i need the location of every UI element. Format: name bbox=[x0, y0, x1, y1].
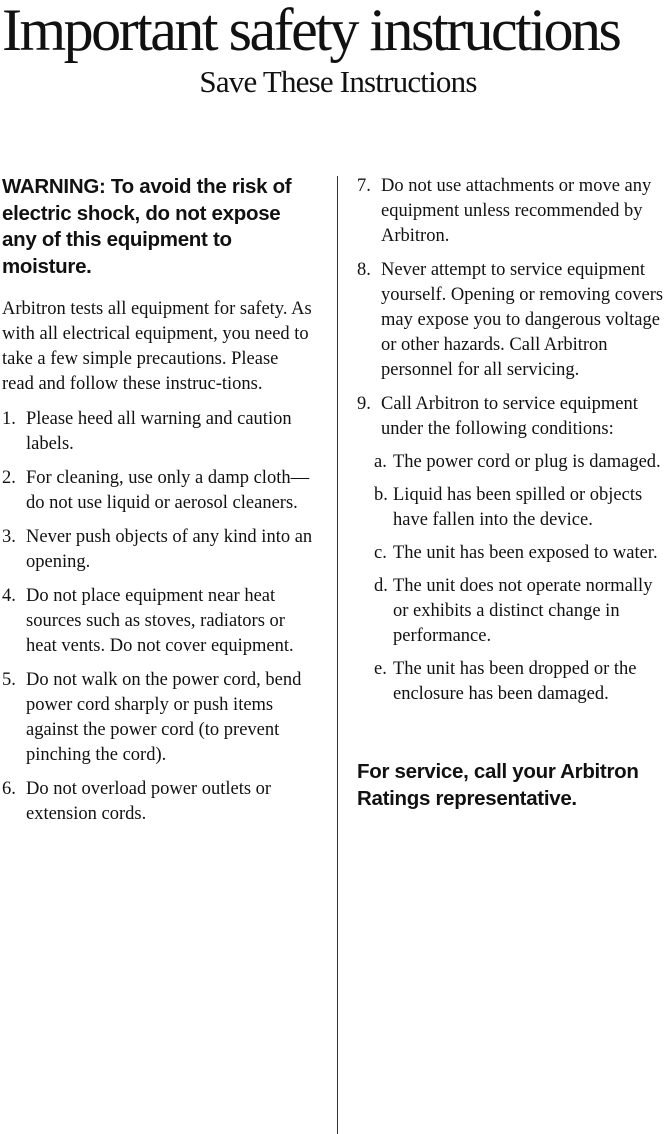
item-text: Do not walk on the power cord, bend power cord sharply or push items against the power cord (to prevent pinching the cord). bbox=[26, 670, 302, 765]
item-text: Do not overload power outlets or extension cords. bbox=[26, 779, 272, 824]
item-number: 4. bbox=[2, 586, 16, 606]
condition-text: The power cord or plug is damaged. bbox=[393, 452, 661, 472]
condition-letter: b. bbox=[374, 485, 388, 505]
item-number: 8. bbox=[357, 260, 371, 280]
item-text: Please heed all warning and caution labels. bbox=[26, 409, 292, 454]
condition-item bbox=[357, 657, 670, 707]
list-item bbox=[2, 584, 314, 659]
instruction-list-left bbox=[2, 407, 314, 827]
item-number: 5. bbox=[2, 670, 16, 690]
warning-heading: WARNING: To avoid the risk of electric shock, do not expose any of this equipment to moisture. bbox=[2, 175, 292, 278]
list-item bbox=[2, 407, 314, 457]
right-column bbox=[357, 174, 670, 812]
page-title: Important safety instructions bbox=[2, 0, 620, 63]
item-text: For cleaning, use only a damp cloth—do not use liquid or aerosol cleaners. bbox=[26, 468, 310, 513]
list-item bbox=[2, 466, 314, 516]
condition-text: The unit has been dropped or the enclosure has been damaged. bbox=[393, 659, 637, 704]
item-number: 2. bbox=[2, 468, 16, 488]
item-number: 1. bbox=[2, 409, 16, 429]
list-item bbox=[2, 777, 314, 827]
service-note: For service, call your Arbitron Ratings representative. bbox=[357, 760, 639, 810]
item-text: Call Arbitron to service equipment under the following conditions: bbox=[381, 394, 638, 439]
list-item bbox=[357, 174, 670, 249]
list-item bbox=[2, 525, 314, 575]
list-item bbox=[357, 392, 670, 707]
item-number: 7. bbox=[357, 176, 371, 196]
item-text: Never push objects of any kind into an opening. bbox=[26, 527, 313, 572]
condition-text: Liquid has been spilled or objects have fallen into the device. bbox=[393, 485, 643, 530]
item-text: Do not place equipment near heat sources such as stoves, radiators or heat vents. Do not cover equipment. bbox=[26, 586, 294, 656]
item-number: 6. bbox=[2, 779, 16, 799]
page-subtitle: Save These Instructions bbox=[199, 64, 477, 99]
item-number: 9. bbox=[357, 394, 371, 414]
condition-text: The unit has been exposed to water. bbox=[393, 543, 658, 563]
condition-letter: d. bbox=[374, 576, 388, 596]
item-text: Do not use attachments or move any equipment unless recommended by Arbitron. bbox=[381, 176, 652, 246]
item-number: 3. bbox=[2, 527, 16, 547]
condition-letter: c. bbox=[374, 543, 387, 563]
intro-paragraph: Arbitron tests all equipment for safety. As with all electrical equipment, you need to take a few simple precautions. Please read and follow these instruc-tions. bbox=[2, 299, 312, 394]
column-divider bbox=[337, 176, 338, 1134]
list-item bbox=[2, 668, 314, 768]
condition-letter: a. bbox=[374, 452, 387, 472]
condition-list bbox=[374, 450, 670, 707]
condition-letter: e. bbox=[374, 659, 387, 679]
list-item bbox=[357, 258, 670, 383]
condition-text: The unit does not operate normally or exhibits a distinct change in performance. bbox=[393, 576, 653, 646]
condition-item bbox=[357, 483, 670, 533]
condition-item bbox=[357, 574, 670, 649]
instruction-list-right bbox=[357, 174, 670, 707]
condition-item bbox=[357, 450, 670, 475]
left-column bbox=[2, 174, 314, 836]
item-text: Never attempt to service equipment yourself. Opening or removing covers may expose you to dangerous voltage or other hazards. Call Arbitron personnel for all servicing. bbox=[381, 260, 664, 380]
condition-item bbox=[357, 541, 670, 566]
